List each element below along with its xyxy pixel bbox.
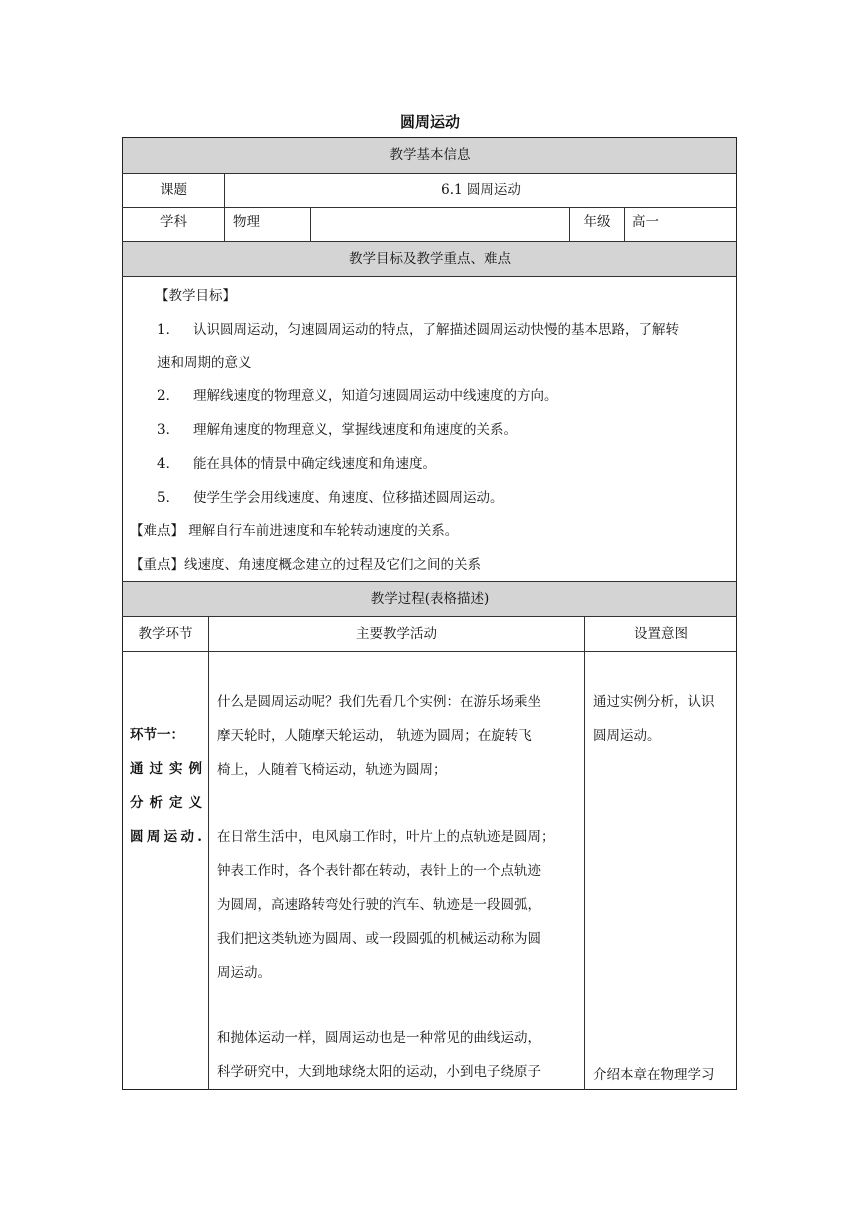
grade-label: 年级 [583,214,611,230]
stage-line: 环节一： [130,727,184,743]
basic-info-header: 教学基本信息 [389,147,471,163]
activity-line: 在日常生活中，电风扇工作时，叶片上的点轨迹是圆周； [217,829,555,845]
difficulty-note: 【难点】 理解自行车前进速度和车轮转动速度的关系。 [130,523,459,539]
row-divider [122,581,737,582]
col-header-activity: 主要教学活动 [356,626,437,642]
row-divider [122,241,737,242]
row-divider [122,207,737,208]
activity-line: 摩天轮时，人随摩天轮运动， 轨迹为圆周；在旋转飞 [217,728,532,744]
grade-value: 高一 [632,214,659,230]
goal-text: 能在具体的情景中确定线速度和角速度。 [193,456,436,472]
stage-line: 圆周运动. [130,829,202,845]
topic-value: 6.1 圆周运动 [441,182,521,198]
goal-number: 4． [157,456,180,472]
goal-text: 理解线速度的物理意义，知道匀速圆周运动中线速度的方向。 [193,388,558,404]
activity-line: 科学研究中，大到地球绕太阳的运动，小到电子绕原子 [217,1064,541,1080]
row-divider [122,651,737,652]
key-point-note: 【重点】线速度、角速度概念建立的过程及它们之间的关系 [130,557,481,573]
intent-paragraph-2 [593,1058,715,1092]
col-header-stage: 教学环节 [138,626,193,642]
activity-line: 为圆周，高速路转弯处行驶的汽车、轨迹是一段圆弧， [217,897,541,913]
row-divider [122,173,737,174]
activity-paragraph-3 [217,1021,541,1089]
activity-line: 周运动。 [217,965,271,981]
stage-line: 通过实例 [130,761,202,777]
goal-heading: 【教学目标】 [155,288,236,304]
stage-line: 分析定义 [130,795,202,811]
col-divider [624,207,625,241]
activity-line: 钟表工作时，各个表针都在转动，表针上的一个点轨迹 [217,863,541,879]
goal-text: 使学生学会用线速度、角速度、位移描述圆周运动。 [193,490,504,506]
col-header-intent: 设置意图 [634,626,688,642]
activity-paragraph-1 [217,685,541,787]
goal-text-continued: 速和周期的意义 [157,355,252,371]
activity-line: 什么是圆周运动呢？我们先看几个实例：在游乐场乘坐 [217,694,541,710]
process-header: 教学过程(表格描述) [370,591,490,607]
subject-value: 物理 [233,214,260,230]
intent-line: 介绍本章在物理学习 [593,1067,715,1083]
goal-text: 理解角速度的物理意义，掌握线速度和角速度的关系。 [193,422,517,438]
goal-number: 1． [157,322,180,338]
row-divider [122,276,737,277]
intent-paragraph-1 [593,685,715,753]
col-divider [310,207,311,241]
col-divider [584,616,585,1090]
goal-number: 5． [157,490,180,506]
activity-paragraph-2 [217,820,555,990]
intent-line: 圆周运动。 [593,728,661,744]
row-divider [122,616,737,617]
subject-label: 学科 [160,214,187,230]
document-title: 圆周运动 [399,113,460,131]
activity-line: 椅上，人随着飞椅运动，轨迹为圆周； [217,762,447,778]
activity-line: 我们把这类轨迹为圆周、或一段圆弧的机械运动称为圆 [217,931,541,947]
intent-line: 通过实例分析，认识 [593,694,715,710]
col-divider [208,616,209,1090]
objectives-header: 教学目标及教学重点、难点 [349,251,511,267]
activity-line: 和抛体运动一样，圆周运动也是一种常见的曲线运动， [217,1030,541,1046]
goal-number: 2． [157,388,180,404]
goal-text: 认识圆周运动，匀速圆周运动的特点，了解描述圆周运动快慢的基本思路，了解转 [193,322,679,338]
stage-one-label [130,718,202,854]
topic-label: 课题 [160,182,187,198]
goal-number: 3． [157,422,180,438]
